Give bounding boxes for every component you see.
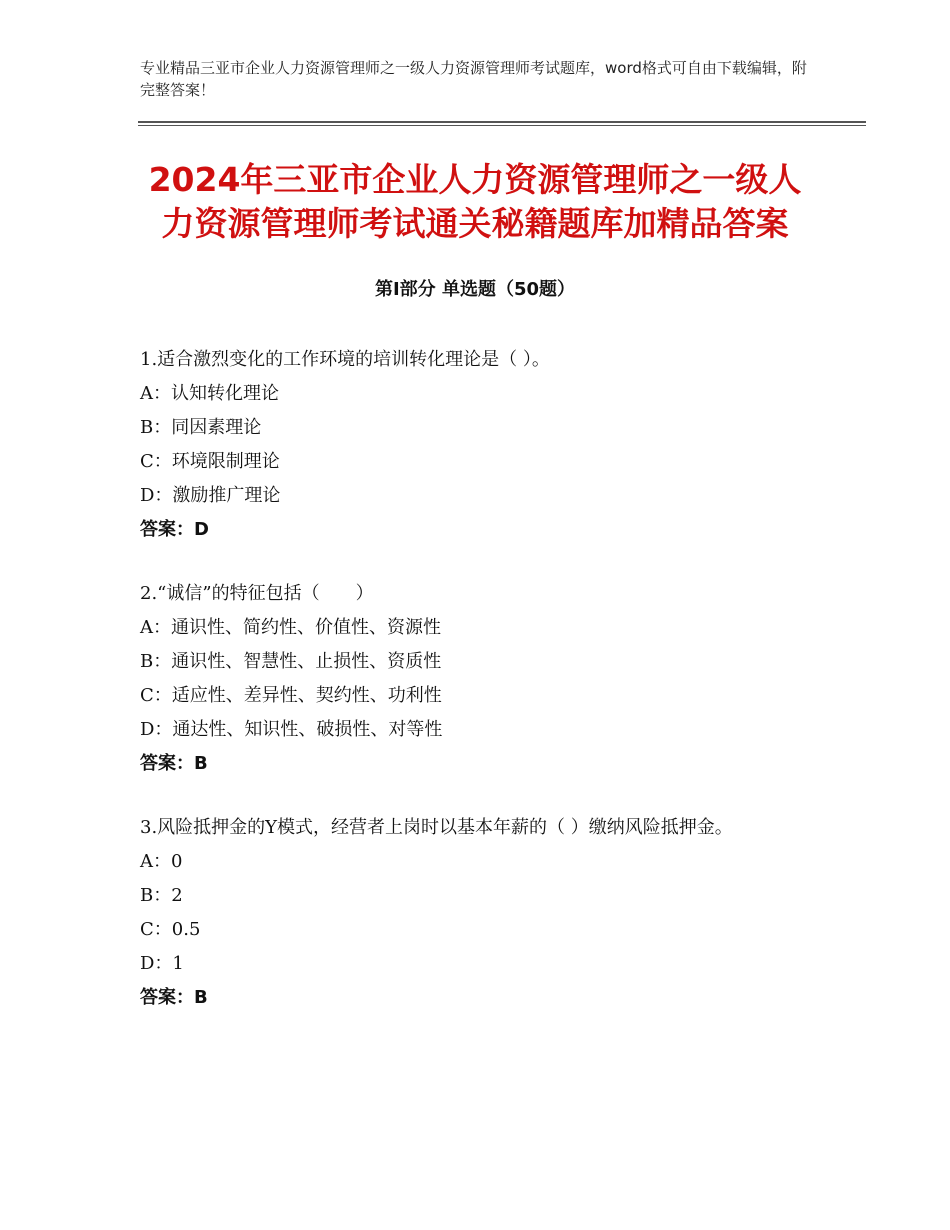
section-title: 第Ⅰ部分 单选题（50题）: [374, 279, 575, 300]
option-a: A：0: [140, 851, 183, 872]
answer: 答案：B: [140, 987, 208, 1008]
option-d: D：激励推广理论: [140, 485, 281, 506]
option-c: C：适应性、差异性、契约性、功利性: [140, 685, 442, 706]
question-1: [140, 343, 820, 547]
option-d: D：通达性、知识性、破损性、对等性: [140, 719, 443, 740]
question-list: [140, 343, 820, 1045]
question-text: 3.风险抵押金的Y模式，经营者上岗时以基本年薪的（ ）缴纳风险抵押金。: [140, 817, 733, 838]
header-note: 专业精品三亚市企业人力资源管理师之一级人力资源管理师考试题库，word格式可自由下载编辑，附完整答案！: [140, 59, 807, 99]
option-d: D：1: [140, 953, 184, 974]
question-text: 1.适合激烈变化的工作环境的培训转化理论是（ ）。: [140, 349, 550, 370]
answer: 答案：B: [140, 753, 208, 774]
document-title: [100, 158, 850, 246]
option-b: B：同因素理论: [140, 417, 262, 438]
option-c: C：0.5: [140, 919, 201, 940]
question-3: [140, 811, 820, 1015]
title-line-2: 力资源管理师考试通关秘籍题库加精品答案: [161, 204, 789, 243]
header-rule-thick: [138, 121, 866, 123]
option-c: C：环境限制理论: [140, 451, 280, 472]
title-line-1: 2024年三亚市企业人力资源管理师之一级人: [148, 160, 802, 199]
question-text: 2.“诚信”的特征包括（ ）: [140, 583, 374, 604]
question-2: [140, 577, 820, 781]
option-a: A：通识性、简约性、价值性、资源性: [140, 617, 441, 638]
option-a: A：认知转化理论: [140, 383, 279, 404]
option-b: B：通识性、智慧性、止损性、资质性: [140, 651, 442, 672]
option-b: B：2: [140, 885, 183, 906]
header-rule-thin: [138, 125, 866, 126]
answer: 答案：D: [140, 519, 209, 540]
